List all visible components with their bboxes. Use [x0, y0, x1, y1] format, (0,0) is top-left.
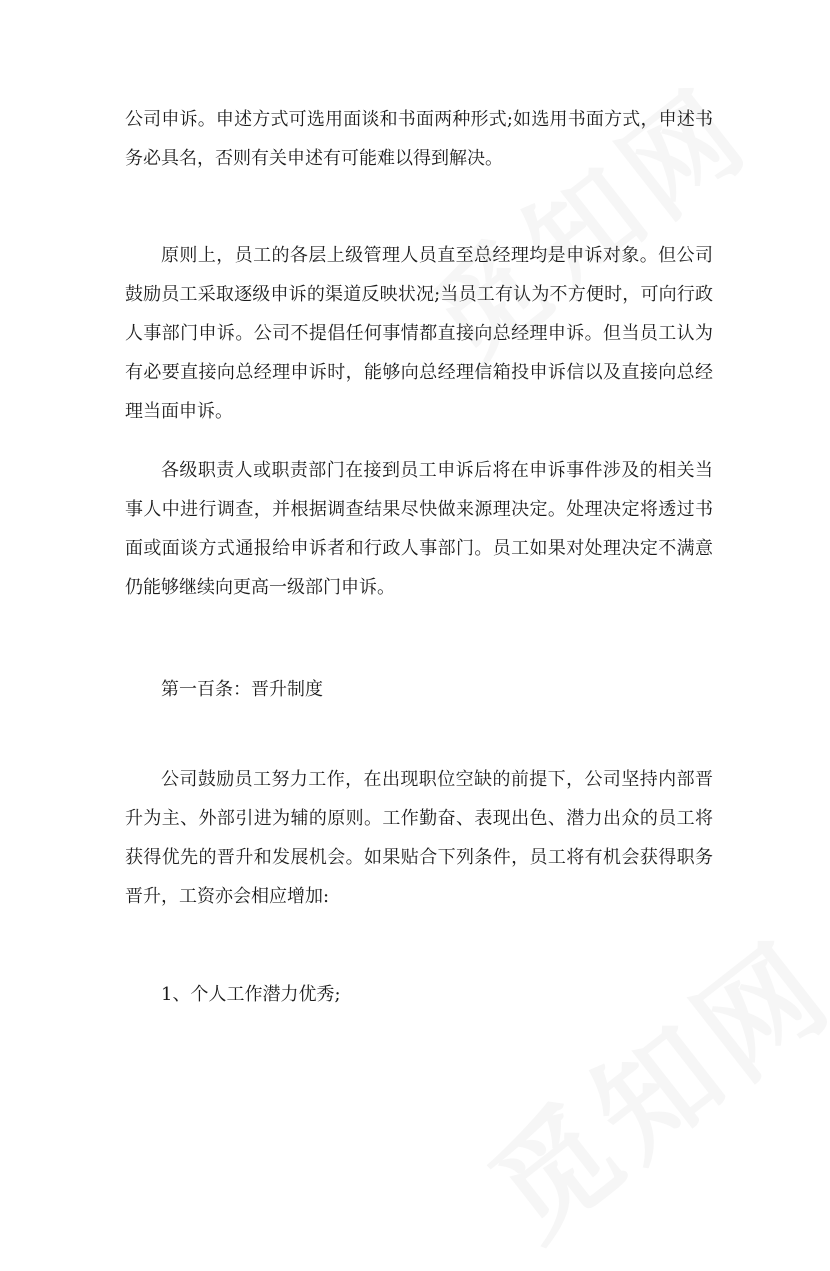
- watermark: [450, 895, 830, 1271]
- paragraph-promotion-policy: 公司鼓励员工努力工作，在出现职位空缺的前提下，公司坚持内部晋升为主、外部引进为辅的原则。工作勤奋、表现出色、潜力出众的员工将获得优先的晋升和发展机会。如果贴合下列条件，员工将有机会获得职务晋升，工资亦会相应增加:: [125, 769, 713, 907]
- paragraph-appeal-targets: 原则上，员工的各层上级管理人员直至总经理均是申诉对象。但公司鼓励员工采取逐级申诉的渠道反映状况;当员工有认为不方便时，可向行政人事部门申诉。公司不提倡任何事情都直接向总经理申诉。但当员工认为有必要直接向总经理申诉时，能够向总经理信箱投申诉信以及直接向总经理当面申诉。: [125, 245, 713, 422]
- section-heading-promotion: 第一百条：晋升制度: [161, 679, 323, 700]
- list-item-promotion-condition: 1、个人工作潜力优秀;: [161, 984, 341, 1005]
- paragraph-appeal-investigation: 各级职责人或职责部门在接到员工申诉后将在申诉事件涉及的相关当事人中进行调查，并根据调查结果尽快做来源理决定。处理决定将透过书面或面谈方式通报给申诉者和行政人事部门。员工如果对处理决定不满意仍能够继续向更高一级部门申诉。: [125, 460, 713, 598]
- paragraph-appeal-method: 公司申诉。申述方式可选用面谈和书面两种形式;如选用书面方式，申述书务必具名，否则有关申述有可能难以得到解决。: [125, 109, 713, 169]
